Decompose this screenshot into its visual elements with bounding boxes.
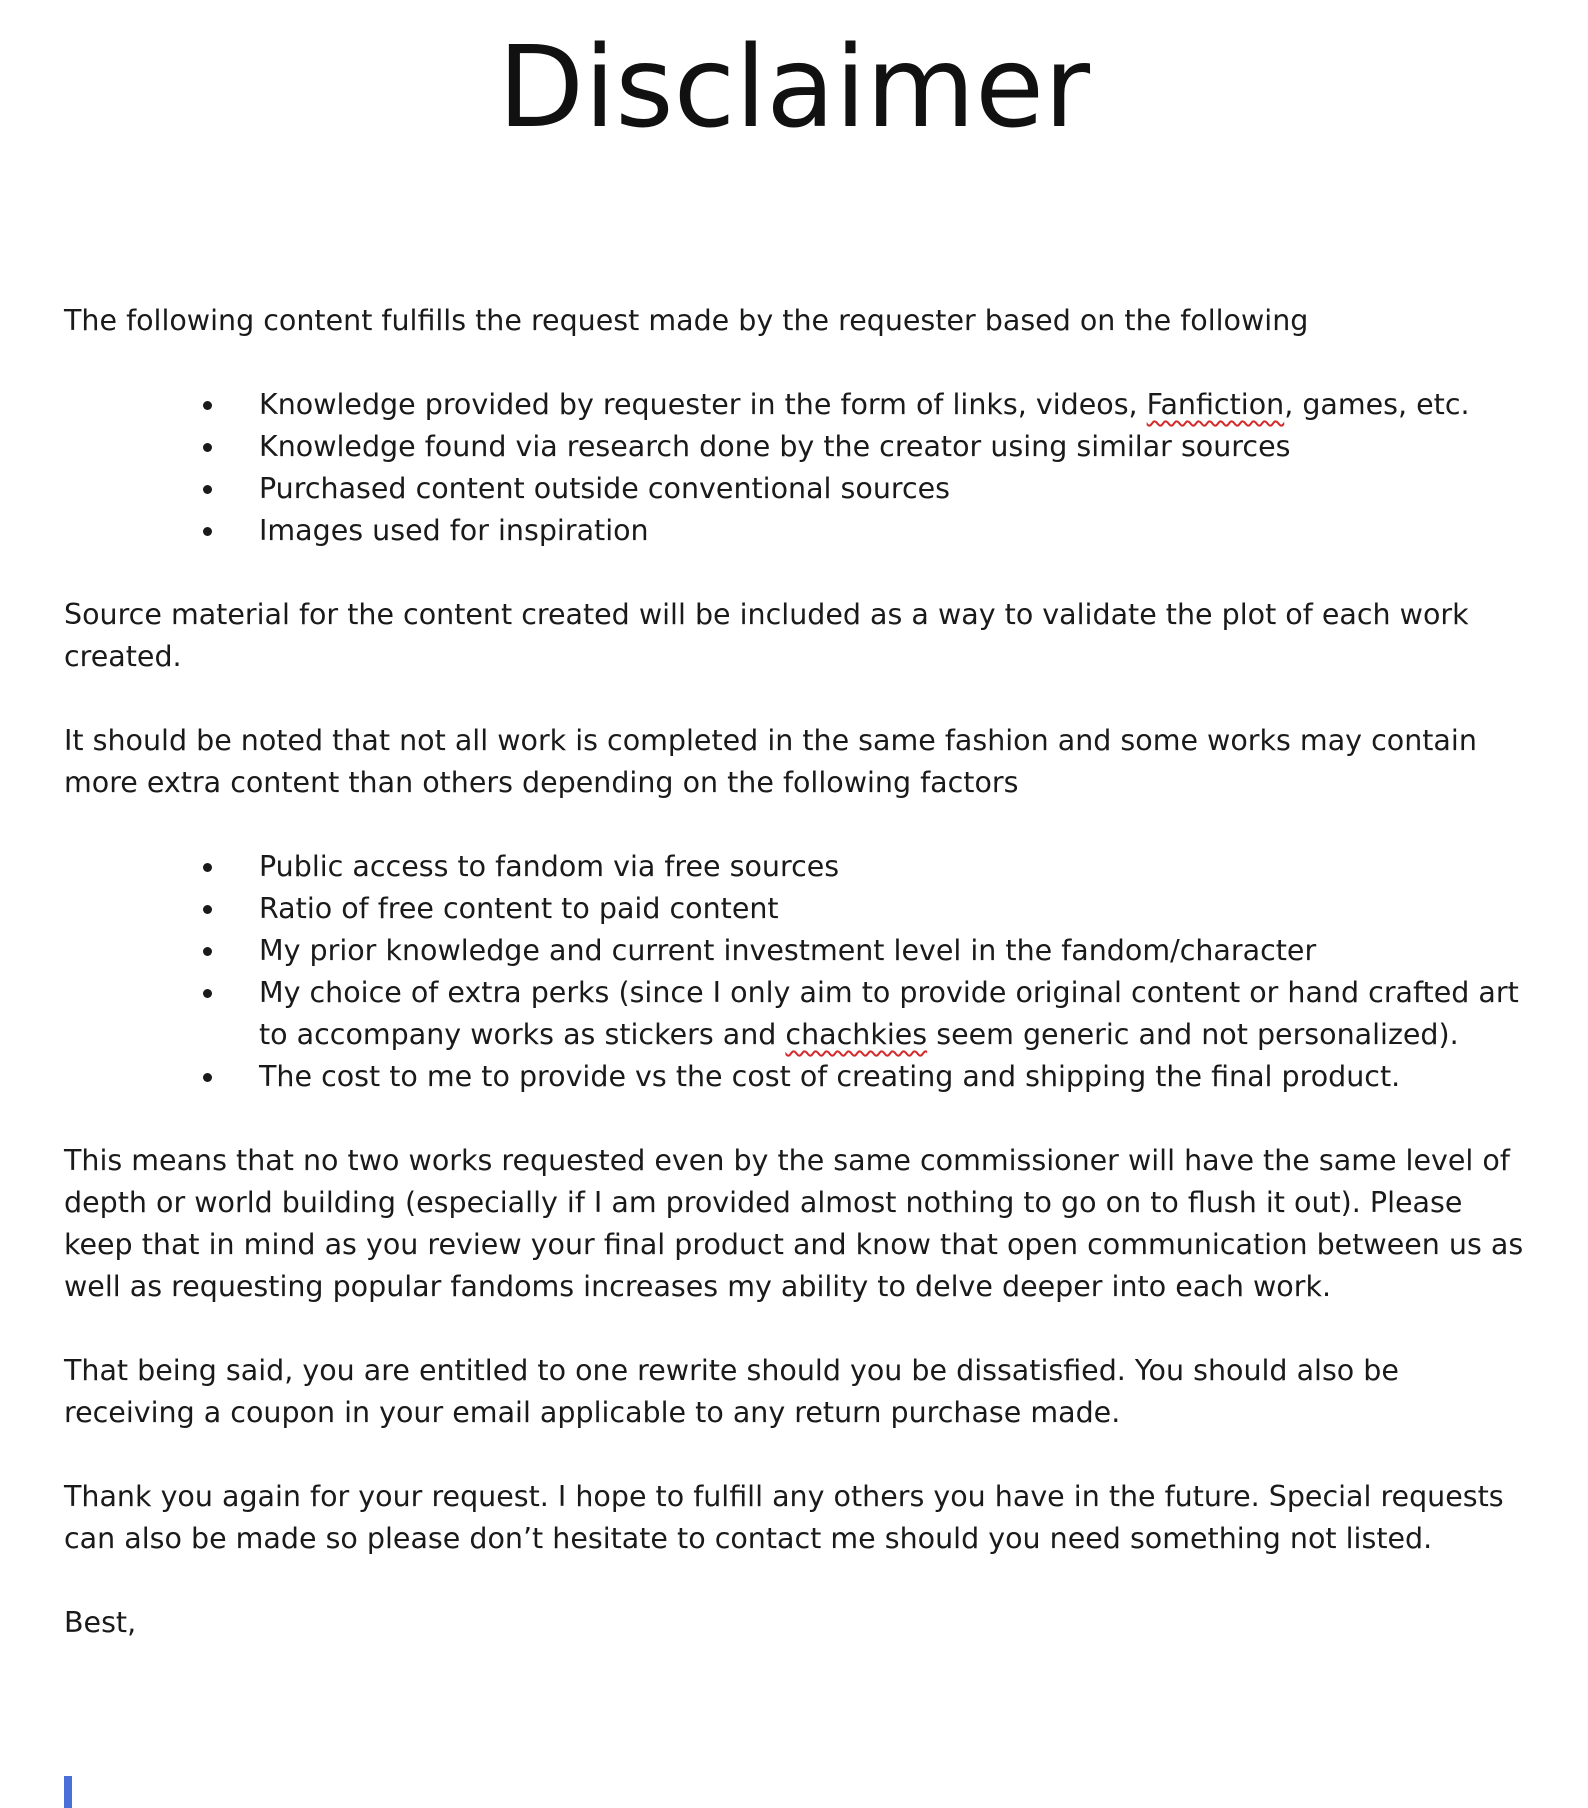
list-item: Images used for inspiration <box>259 510 1524 552</box>
list-item-text: seem generic and not personalized). <box>927 1018 1459 1051</box>
list-item: Purchased content outside conventional sources <box>259 468 1524 510</box>
source-bullet-list <box>64 384 1524 552</box>
intro-paragraph: The following content fulfills the request made by the requester based on the following <box>64 304 1309 337</box>
list-item: Public access to fandom via free sources <box>259 846 1524 888</box>
list-item <box>259 384 1524 426</box>
source-material-paragraph: Source material for the content created will be included as a way to validate the plot of each work created. <box>64 598 1469 673</box>
document-title: Disclaimer <box>497 23 1091 153</box>
list-item: The cost to me to provide vs the cost of creating and shipping the final product. <box>259 1056 1524 1098</box>
list-item: Ratio of free content to paid content <box>259 888 1524 930</box>
misspelled-word[interactable]: Fanfiction <box>1146 388 1285 421</box>
list-item-text: My choice of extra perks (since I only aim to provide original content or hand crafted art to accompany works as stickers and <box>259 976 1519 1051</box>
list-item-text: Knowledge provided by requester in the form of links, videos, <box>259 388 1147 421</box>
thanks-paragraph: Thank you again for your request. I hope to fulfill any others you have in the future. Special requests can also be made so please don’t hesitate to contact me should you need something not listed. <box>64 1480 1504 1555</box>
list-item-text: , games, etc. <box>1284 388 1470 421</box>
list-item: My prior knowledge and current investment level in the fandom/character <box>259 930 1524 972</box>
factors-bullet-list <box>64 846 1524 1098</box>
signoff: Best, <box>64 1606 137 1639</box>
noted-paragraph: It should be noted that not all work is completed in the same fashion and some works may contain more extra content than others depending on the following factors <box>64 724 1477 799</box>
document-body[interactable] <box>64 300 1524 1644</box>
rewrite-paragraph: That being said, you are entitled to one rewrite should you be dissatisfied. You should also be receiving a coupon in your email applicable to any return purchase made. <box>64 1354 1399 1429</box>
text-cursor <box>64 1776 72 1808</box>
means-paragraph: This means that no two works requested even by the same commissioner will have the same level of depth or world building (especially if I am provided almost nothing to go on to flush it out). Please keep that in mind as you review your final product and know that open communication between us as well as requesting popular fandoms increases my ability to delve deeper into each work. <box>64 1144 1524 1303</box>
list-item <box>259 972 1524 1056</box>
list-item: Knowledge found via research done by the creator using similar sources <box>259 426 1524 468</box>
misspelled-word[interactable]: chachkies <box>785 1018 928 1051</box>
